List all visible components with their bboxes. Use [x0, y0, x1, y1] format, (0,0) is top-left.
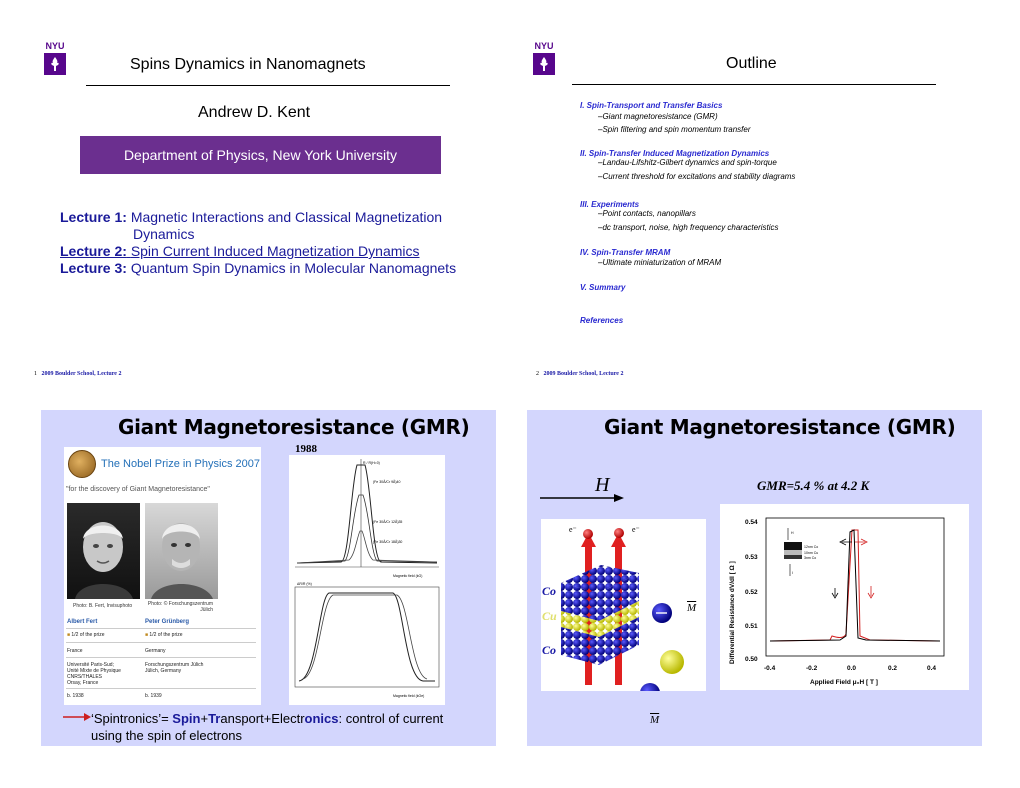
torch-icon: [44, 53, 66, 75]
divider: [66, 657, 256, 658]
photo-credit: Photo: © Forschungszentrum Jülich: [147, 601, 213, 613]
portrait-gruenberg: [145, 503, 218, 599]
laureate-country: France: [67, 648, 83, 654]
outline-item: –Giant magnetoresistance (GMR): [598, 112, 718, 121]
divider: [66, 688, 256, 689]
plot-xtick: -0.2: [806, 665, 818, 672]
nobel-medal-icon: [68, 450, 96, 478]
outline-section: III. Experiments: [580, 200, 640, 209]
plot-ytick: 0.53: [745, 554, 758, 561]
plot1-curve-label: (Fe 30Å/Cr 12Å)35: [373, 520, 403, 524]
plot-ylabel: Differential Resistance dV/dI [ Ω ]: [729, 561, 736, 664]
plot1-xlabel: Magnetic field (kG): [393, 574, 423, 578]
nobel-citation: "for the discovery of Giant Magnetoresistance": [66, 486, 210, 493]
plot1-curve-label: (Fe 30Å/Cr 9Å)40: [373, 480, 401, 484]
nyu-logo: NYU: [44, 41, 66, 77]
spintronics-caption: ‘Spintronics’= Spin+Transport+Electronics: control of current using the spin of electrons: [91, 711, 444, 743]
plot2-xlabel: Magnetic field (kOe): [393, 694, 425, 698]
nanopillar-illustration: [541, 519, 706, 691]
torch-icon: [533, 53, 555, 75]
outline-item: –Point contacts, nanopillars: [598, 209, 696, 218]
slide-title: Outline: [726, 55, 777, 72]
lecture-text: Magnetic Interactions and Classical Magnetization: [130, 209, 443, 225]
plot-xtick: -0.4: [764, 665, 776, 672]
title-rule: [86, 85, 450, 86]
outline-section: I. Spin-Transport and Transfer Basics: [580, 101, 723, 110]
plot-ytick: 0.54: [745, 519, 758, 526]
magnetization-label: $\overline{M}$: [650, 714, 660, 726]
arrow-icon: [63, 713, 91, 721]
gmr-1988-figure: [289, 455, 445, 705]
divider: [66, 642, 256, 643]
plot2-ylabel: ΔR/R (%): [297, 582, 312, 586]
year-label: 1988: [295, 443, 317, 455]
layer-co-bottom: Co: [542, 643, 557, 657]
laureate-name: Peter Grünberg: [145, 619, 190, 625]
laureate-name: Albert Fert: [67, 619, 98, 625]
legend-current: I: [792, 571, 793, 575]
plot-xtick: 0.4: [927, 665, 937, 672]
field-label: H: [595, 474, 610, 496]
gmr-value: GMR=5.4 % at 4.2 K: [757, 478, 870, 493]
slide-title: Giant Magnetoresistance (GMR): [118, 415, 470, 439]
plot-xtick: 0.2: [888, 665, 898, 672]
gmr-fert-plots: [289, 455, 445, 705]
lecture-1: [60, 209, 442, 226]
slide-title: Spins Dynamics in Nanomagnets: [130, 56, 366, 73]
outline-item: –Current threshold for excitations and stability diagrams: [598, 172, 796, 181]
plot1-curve-label: (Fe 30Å/Cr 18Å)30: [373, 540, 403, 544]
plot-ytick: 0.51: [745, 623, 758, 630]
lecture-text: Spin Current Induced Magnetization Dynamics: [130, 243, 420, 259]
department-banner: Department of Physics, New York University: [80, 136, 441, 174]
slide-footer: 2 2009 Boulder School, Lecture 2: [536, 371, 624, 377]
laureate-institution: Université Paris-Sud; Unité Mixte de Physique CNRS/THALES Orsay, France: [67, 662, 121, 686]
lecture-1-cont: Dynamics: [133, 226, 195, 242]
plot1-ylabel: R / R(H=0): [363, 461, 380, 465]
outline-section: IV. Spin-Transfer MRAM: [580, 248, 671, 257]
lecture-2[interactable]: [60, 243, 420, 260]
outline-section: References: [580, 316, 624, 325]
outline-item: –Ultimate miniaturization of MRAM: [598, 258, 722, 267]
slide-footer: 1 2009 Boulder School, Lecture 2: [34, 371, 122, 377]
laureate-born: b. 1939: [145, 693, 162, 699]
plot-xlabel: Applied Field μ₀H [ T ]: [810, 679, 878, 686]
legend-layer: 10nm Cu: [804, 551, 819, 555]
lecture-label: Lecture 1:: [60, 209, 127, 225]
plot-ytick: 0.50: [745, 656, 758, 663]
electron-label: e⁻: [632, 525, 640, 534]
layer-cu: Cu: [542, 609, 557, 623]
portrait-fert: [67, 503, 140, 599]
laureate-institution: Forschungszentrum Jülich Jülich, Germany: [145, 662, 204, 674]
outline-section: V. Summary: [580, 283, 626, 292]
outline-item: –Spin filtering and spin momentum transfer: [598, 125, 751, 134]
lecture-label: Lecture 2:: [60, 243, 127, 259]
field-arrow-icon: [540, 493, 624, 503]
magnetization-label: $\overline{M}$: [687, 602, 697, 614]
plot-ytick: 0.52: [745, 589, 758, 596]
lecture-label: Lecture 3:: [60, 260, 127, 276]
outline-item: –Landau-Lifshitz-Gilbert dynamics and spin-torque: [598, 158, 777, 167]
laureate-born: b. 1938: [67, 693, 84, 699]
slide-title: Giant Magnetoresistance (GMR): [604, 415, 956, 439]
nyu-logo: NYU: [533, 41, 555, 77]
laureate-country: Germany: [145, 648, 166, 654]
gmr-resistance-plot: [720, 504, 969, 690]
plot-xtick: 0.0: [847, 665, 857, 672]
nobel-prize-title: The Nobel Prize in Physics 2007: [101, 458, 260, 470]
outline-section: II. Spin-Transfer Induced Magnetization Dynamics: [580, 149, 770, 158]
lecture-text: Quantum Spin Dynamics in Molecular Nanomagnets: [130, 260, 457, 276]
outline-item: –dc transport, noise, high frequency characteristics: [598, 223, 779, 232]
prize-share: ■ 1/2 of the prize: [67, 632, 105, 638]
divider: [66, 628, 256, 629]
layer-co-top: Co: [542, 584, 557, 598]
photo-credit: Photo: B. Fert, Invisuphoto: [73, 603, 133, 609]
legend-layer: 12nm Co: [804, 545, 819, 549]
prize-share: ■ 1/2 of the prize: [145, 632, 183, 638]
lecture-3: [60, 260, 456, 277]
electron-label: e⁻: [569, 525, 577, 534]
legend-layer: 3nm Co: [804, 556, 817, 560]
legend-field: H: [791, 531, 794, 535]
title-rule: [572, 84, 936, 85]
author: Andrew D. Kent: [198, 104, 311, 121]
